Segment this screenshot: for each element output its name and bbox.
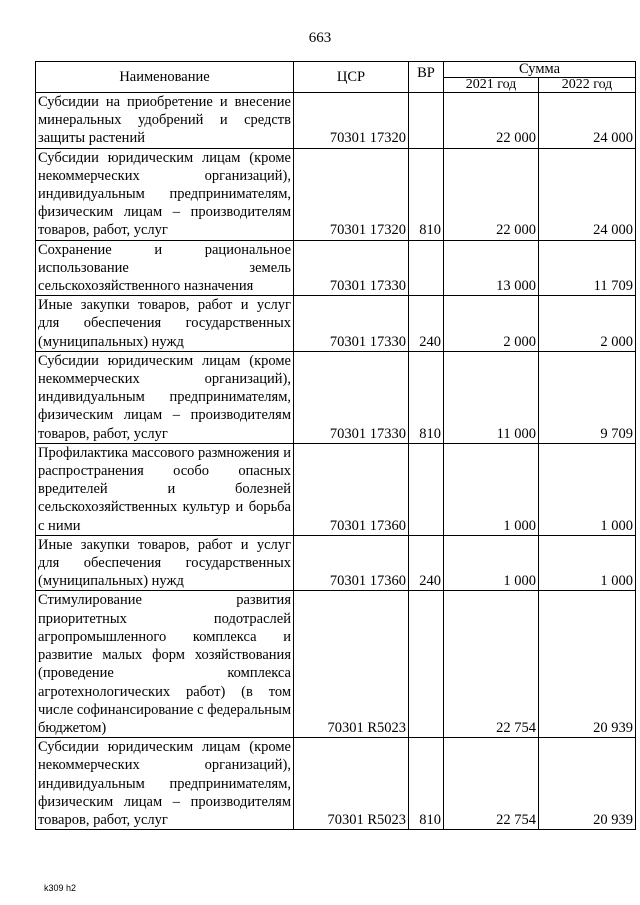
row-csr-cell: 70301 17320: [294, 148, 409, 240]
row-vr-cell: 810: [409, 148, 444, 240]
row-2021-cell: 1 000: [444, 443, 539, 535]
row-2021-cell: 22 000: [444, 148, 539, 240]
row-vr-cell: [409, 240, 444, 296]
row-csr-cell: 70301 17330: [294, 240, 409, 296]
row-vr-cell: 240: [409, 535, 444, 591]
budget-table: [35, 61, 636, 830]
row-csr-cell: 70301 17330: [294, 351, 409, 443]
header-csr: ЦСР: [294, 62, 409, 93]
header-sum: Сумма: [444, 62, 636, 78]
footer-code: k309 h2: [44, 883, 77, 893]
row-2021-cell: 2 000: [444, 296, 539, 352]
table-header: [36, 62, 636, 93]
row-name-cell: Субсидии юридическим лицам (кроме некоммерческих организаций), индивидуальным предпринимателям, физическим лицам – производителям товаров, работ, услуг: [36, 738, 294, 830]
table-body: [36, 93, 636, 830]
row-vr-cell: [409, 443, 444, 535]
row-2021-cell: 1 000: [444, 535, 539, 591]
row-2022-cell: 24 000: [539, 93, 636, 149]
row-2021-cell: 22 000: [444, 93, 539, 149]
row-name-cell: Субсидии юридическим лицам (кроме некоммерческих организаций), индивидуальным предпринимателям, физическим лицам – производителям товаров, работ, услуг: [36, 351, 294, 443]
table-row: [36, 591, 636, 738]
row-2022-cell: 11 709: [539, 240, 636, 296]
row-name-cell: Субсидии на приобретение и внесение минеральных удобрений и средств защиты растений: [36, 93, 294, 149]
row-2021-cell: 11 000: [444, 351, 539, 443]
row-name-cell: Субсидии юридическим лицам (кроме некоммерческих организаций), индивидуальным предпринимателям, физическим лицам – производителям товаров, работ, услуг: [36, 148, 294, 240]
header-year-2021: 2021 год: [444, 77, 539, 93]
page-number: 663: [308, 30, 332, 46]
header-year-2022: 2022 год: [539, 77, 636, 93]
header-vr: ВР: [409, 62, 444, 93]
table-row: [36, 240, 636, 296]
row-2022-cell: 9 709: [539, 351, 636, 443]
table-row: [36, 443, 636, 535]
table-row: [36, 93, 636, 149]
row-name-cell: Иные закупки товаров, работ и услуг для обеспечения государственных (муниципальных) нужд: [36, 535, 294, 591]
row-vr-cell: 240: [409, 296, 444, 352]
row-csr-cell: 70301 17320: [294, 93, 409, 149]
row-name-cell: Стимулирование развития приоритетных подотраслей агропромышленного комплекса и развитие малых форм хозяйствования (проведение комплекса агротехнологических работ) (в том числе софинансирование с федеральным бюджетом): [36, 591, 294, 738]
table-row: [36, 535, 636, 591]
row-csr-cell: 70301 R5023: [294, 591, 409, 738]
row-2022-cell: 20 939: [539, 591, 636, 738]
row-csr-cell: 70301 17360: [294, 535, 409, 591]
row-csr-cell: 70301 17330: [294, 296, 409, 352]
row-name-cell: Сохранение и рациональное использование земель сельскохозяйственного назначения: [36, 240, 294, 296]
table-row: [36, 351, 636, 443]
row-name-cell: Профилактика массового размножения и распространения особо опасных вредителей и болезней сельскохозяйственных культур и борьба с ними: [36, 443, 294, 535]
row-2022-cell: 24 000: [539, 148, 636, 240]
row-csr-cell: 70301 R5023: [294, 738, 409, 830]
row-2021-cell: 22 754: [444, 591, 539, 738]
row-vr-cell: 810: [409, 351, 444, 443]
row-csr-cell: 70301 17360: [294, 443, 409, 535]
row-vr-cell: 810: [409, 738, 444, 830]
row-2021-cell: 22 754: [444, 738, 539, 830]
table-row: [36, 148, 636, 240]
table-row: [36, 296, 636, 352]
row-name-cell: Иные закупки товаров, работ и услуг для обеспечения государственных (муниципальных) нужд: [36, 296, 294, 352]
row-vr-cell: [409, 93, 444, 149]
row-2022-cell: 1 000: [539, 535, 636, 591]
header-name: Наименование: [36, 62, 294, 93]
row-vr-cell: [409, 591, 444, 738]
row-2022-cell: 2 000: [539, 296, 636, 352]
row-2022-cell: 20 939: [539, 738, 636, 830]
row-2021-cell: 13 000: [444, 240, 539, 296]
table-row: [36, 738, 636, 830]
row-2022-cell: 1 000: [539, 443, 636, 535]
